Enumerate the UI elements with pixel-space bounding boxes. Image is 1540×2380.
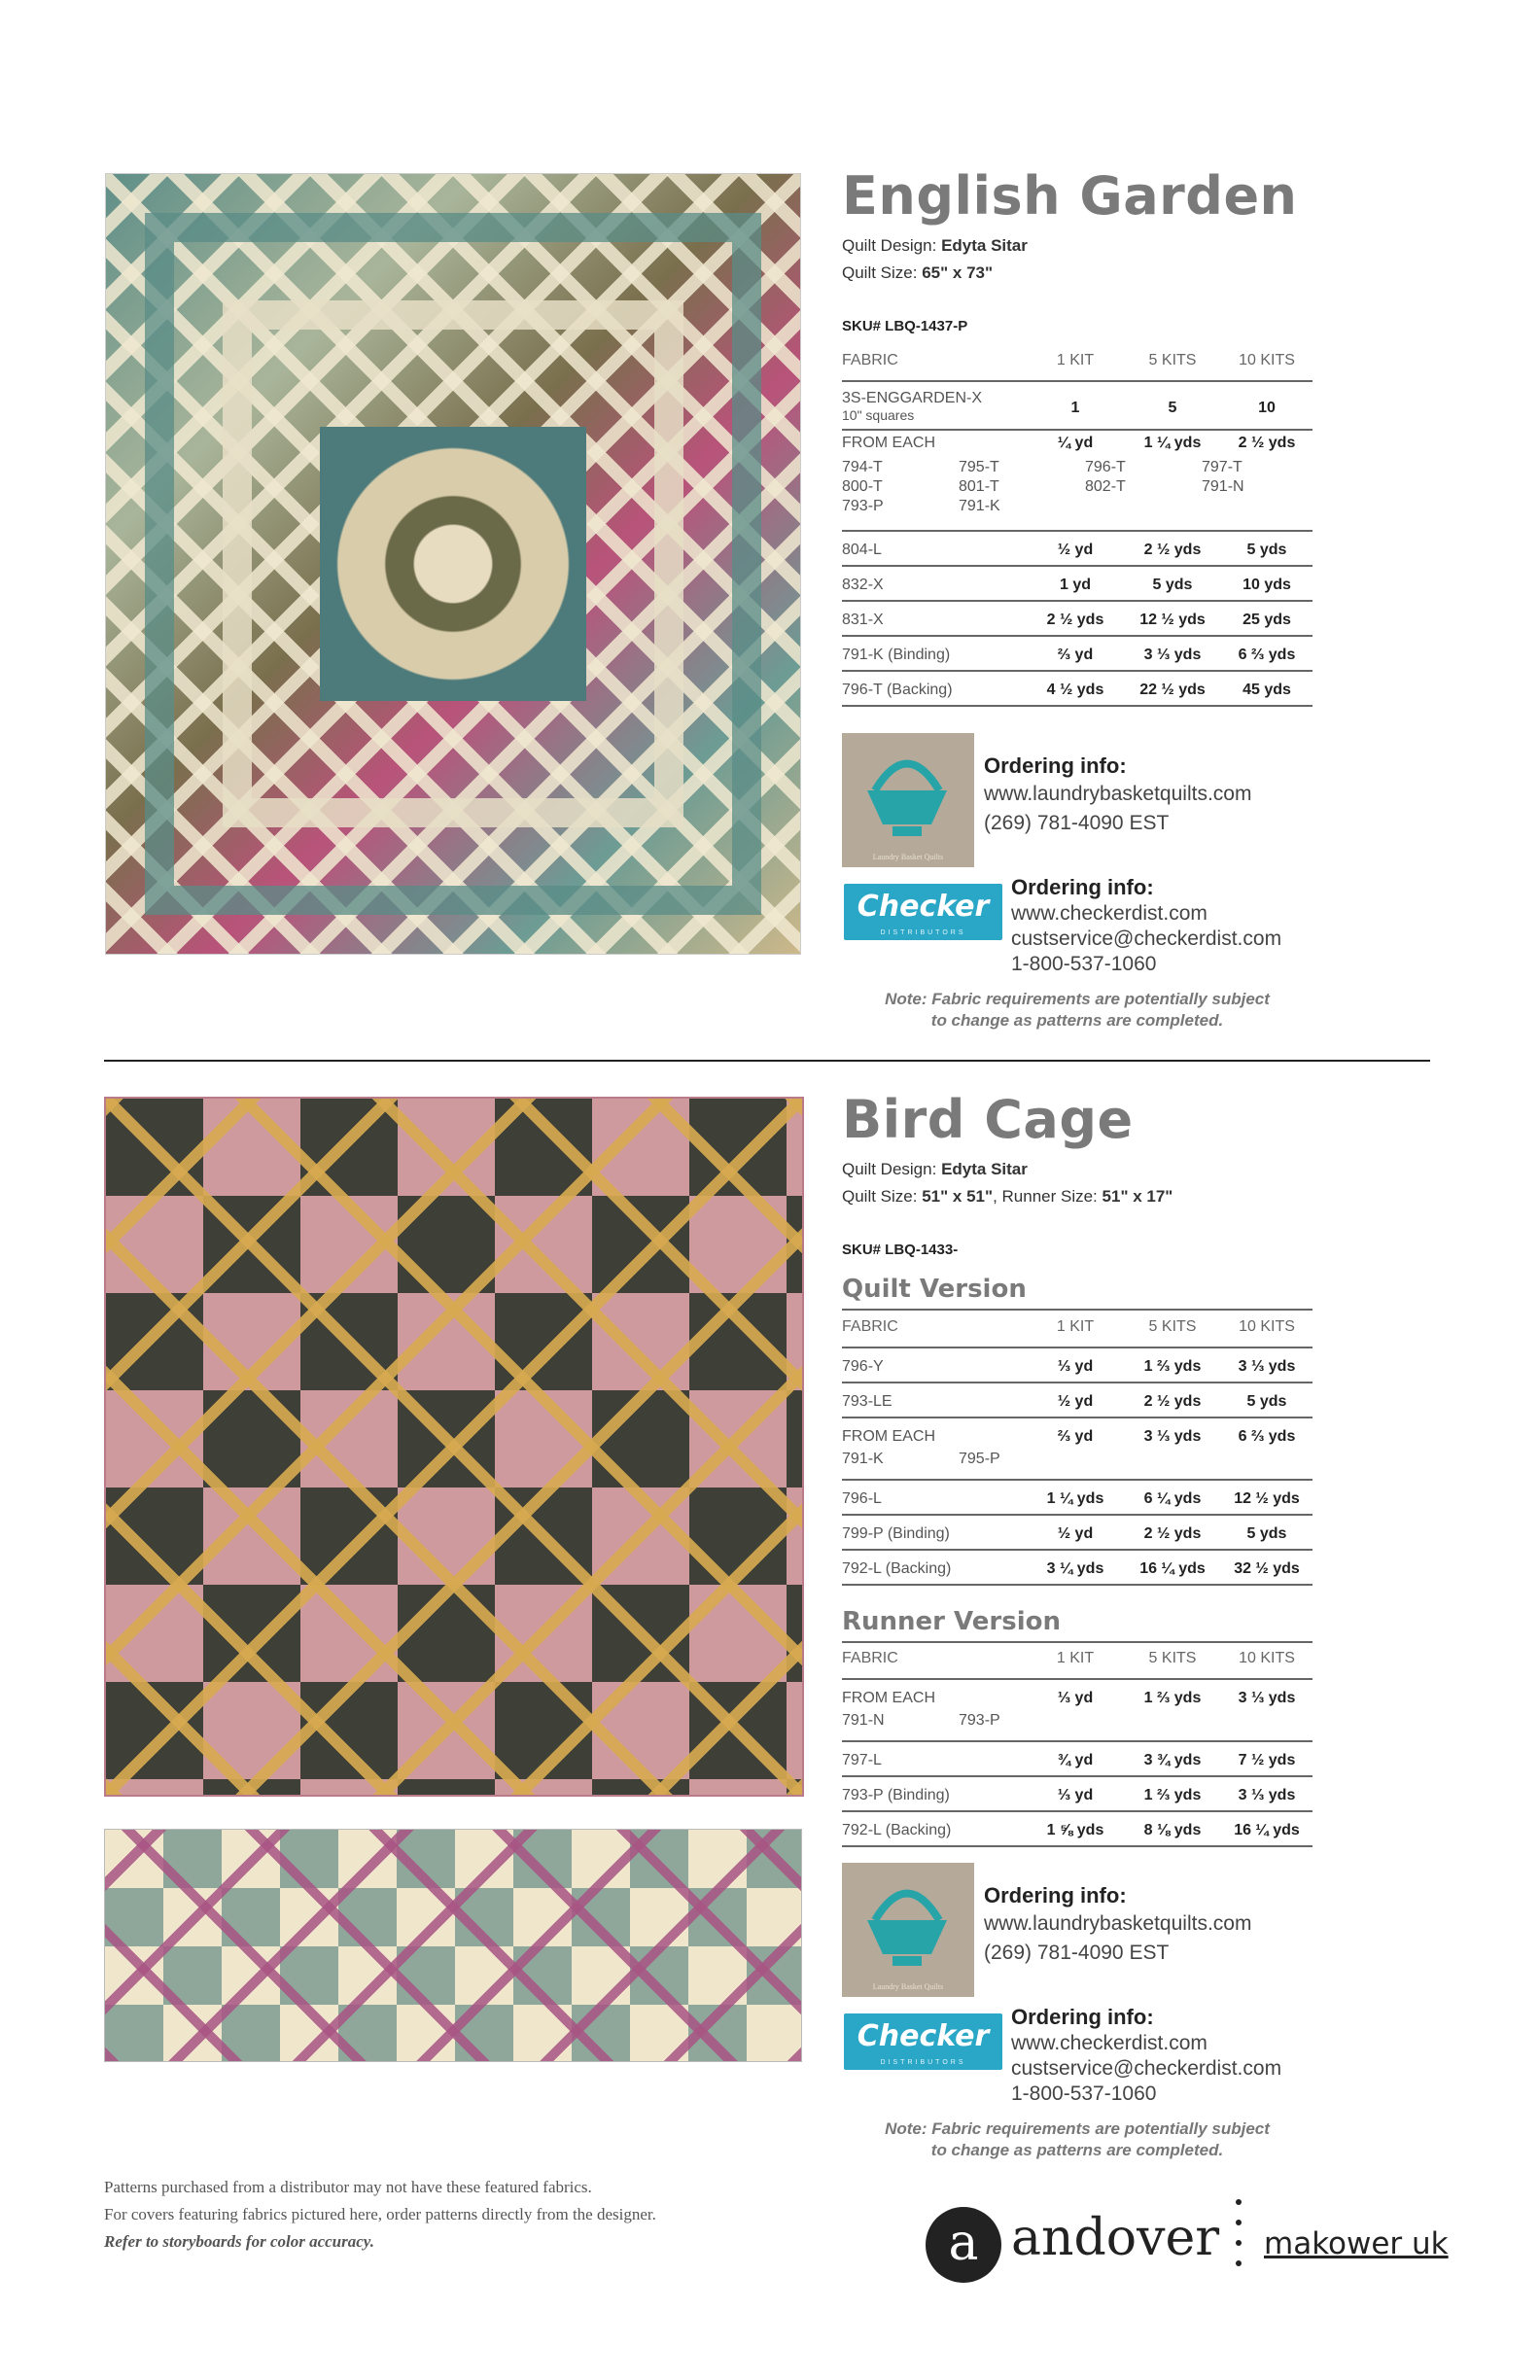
table-row: 797-L ¾ yd 3 ¾ yds 7 ½ yds xyxy=(842,1741,1312,1776)
checker-email-link[interactable]: custservice@checkerdist.com xyxy=(1011,928,1282,950)
separator-dots xyxy=(1235,2199,1242,2287)
ordering-info-label: Ordering info: xyxy=(1011,2005,1154,2029)
lbq-phone: (269) 781-4090 EST xyxy=(984,812,1170,834)
lbq-phone: (269) 781-4090 EST xyxy=(984,1942,1170,1964)
table-row: 831-X 2 ½ yds 12 ½ yds 25 yds xyxy=(842,601,1312,636)
from-each-codes: 791-K 795-P xyxy=(842,1451,1000,1467)
checker-email-link[interactable]: custservice@checkerdist.com xyxy=(1011,2057,1282,2080)
basket-icon xyxy=(863,747,951,844)
from-each-codes-row xyxy=(842,459,1312,531)
runner-version-table xyxy=(842,1650,1312,1847)
andover-logo-mark: a xyxy=(926,2207,1001,2283)
from-each-codes-row xyxy=(842,1447,1312,1480)
fabric-note: Note: Fabric requirements are potentially subject to change as patterns are completed. xyxy=(885,990,1270,1030)
table-row: 3S-ENGGARDEN-X 10" squares 1 5 10 xyxy=(842,381,1312,430)
english-garden-title: English Garden xyxy=(842,165,1298,227)
quilt-design-line: Quilt Design: Edyta Sitar xyxy=(842,1160,1028,1178)
table-row: 796-L 1 ¼ yds 6 ¼ yds 12 ½ yds xyxy=(842,1480,1312,1515)
english-garden-quilt-image xyxy=(105,173,801,955)
table-row: 832-X 1 yd 5 yds 10 yds xyxy=(842,566,1312,601)
fabric-note: Note: Fabric requirements are potentially subject to change as patterns are completed. xyxy=(885,2119,1270,2159)
table-row-from-each: FROM EACH ⅔ yd 3 ⅓ yds 6 ⅔ yds xyxy=(842,1428,1296,1445)
designer-name: Edyta Sitar xyxy=(941,1160,1028,1178)
runner-version-heading: Runner Version xyxy=(842,1607,1061,1636)
from-each-codes: 794-T 795-T 796-T 797-T 800-T 801-T 802-T 791-N 793-P 791-K xyxy=(842,459,1244,514)
footer-disclaimer: Patterns purchased from a distributor may not have these featured fabrics. For covers featuring fabrics pictured here, order patterns directly from the designer. Refer to storyboards for color accuracy. xyxy=(104,2178,656,2251)
sku: SKU# LBQ-1437-P xyxy=(842,318,968,334)
table-header-row: FABRIC 1 KIT 5 KITS 10 KITS xyxy=(842,352,1312,381)
rule xyxy=(842,1641,1312,1643)
quilt-size-line: Quilt Size: 65" x 73" xyxy=(842,263,994,282)
table-row: 791-K (Binding) ⅔ yd 3 ⅓ yds 6 ⅔ yds xyxy=(842,636,1312,671)
table-row: 793-P (Binding) ⅓ yd 1 ⅔ yds 3 ⅓ yds xyxy=(842,1776,1312,1811)
ordering-info-label: Ordering info: xyxy=(984,1883,1127,1908)
ordering-info-label: Ordering info: xyxy=(1011,875,1154,899)
section-divider xyxy=(104,1060,1430,1062)
table-row: 792-L (Backing) 3 ¼ yds 16 ¼ yds 32 ½ yds xyxy=(842,1550,1312,1585)
table-header-row: FABRIC 1 KIT 5 KITS 10 KITS xyxy=(842,1318,1312,1348)
from-each-codes: 791-N 793-P xyxy=(842,1712,1000,1729)
quilt-version-heading: Quilt Version xyxy=(842,1275,1027,1304)
table-row-from-each: FROM EACH ¼ yd 1 ¼ yds 2 ½ yds xyxy=(842,435,1296,451)
table-header-row: FABRIC 1 KIT 5 KITS 10 KITS xyxy=(842,1650,1312,1679)
quilt-size-line: Quilt Size: 51" x 51", Runner Size: 51" x 17" xyxy=(842,1187,1173,1206)
table-row: 804-L ½ yd 2 ½ yds 5 yds xyxy=(842,531,1312,566)
bird-cage-title: Bird Cage xyxy=(842,1089,1134,1150)
makower-uk-logo: makower uk xyxy=(1264,2226,1449,2261)
rule xyxy=(842,1309,1312,1311)
table-row-from-each: FROM EACH ⅓ yd 1 ⅔ yds 3 ⅓ yds xyxy=(842,1690,1296,1706)
table-row: 793-LE ½ yd 2 ½ yds 5 yds xyxy=(842,1382,1312,1418)
quilt-version-table xyxy=(842,1318,1312,1586)
from-each-codes-row xyxy=(842,1708,1312,1741)
basket-icon xyxy=(863,1876,951,1974)
ordering-info-label: Ordering info: xyxy=(984,753,1127,778)
checker-phone: 1-800-537-1060 xyxy=(1011,2082,1157,2105)
quilt-size: 65" x 73" xyxy=(922,263,994,282)
checker-phone: 1-800-537-1060 xyxy=(1011,953,1157,975)
checker-website-link[interactable]: www.checkerdist.com xyxy=(1011,2032,1208,2054)
quilt-design-line: Quilt Design: Edyta Sitar xyxy=(842,236,1028,255)
bird-cage-runner-image xyxy=(104,1829,802,2062)
checker-logo: Checker DISTRIBUTORS xyxy=(844,2013,1002,2070)
checker-website-link[interactable]: www.checkerdist.com xyxy=(1011,902,1208,925)
andover-logo: andover xyxy=(1011,2209,1220,2267)
table-row: 796-T (Backing) 4 ½ yds 22 ½ yds 45 yds xyxy=(842,671,1312,706)
quilt-center-medallion xyxy=(320,427,586,701)
english-garden-fabric-table xyxy=(842,352,1312,707)
laundry-basket-quilts-logo: Laundry Basket Quilts xyxy=(842,1863,974,1997)
table-row: 792-L (Backing) 1 ⅝ yds 8 ⅛ yds 16 ¼ yds xyxy=(842,1811,1312,1846)
lbq-website-link[interactable]: www.laundrybasketquilts.com xyxy=(984,1912,1252,1935)
sku: SKU# LBQ-1433- xyxy=(842,1242,959,1258)
lbq-website-link[interactable]: www.laundrybasketquilts.com xyxy=(984,783,1252,805)
bird-cage-quilt-image xyxy=(104,1097,804,1797)
laundry-basket-quilts-logo: Laundry Basket Quilts xyxy=(842,733,974,867)
table-row: 796-Y ⅓ yd 1 ⅔ yds 3 ⅓ yds xyxy=(842,1348,1312,1382)
table-row: 799-P (Binding) ½ yd 2 ½ yds 5 yds xyxy=(842,1515,1312,1550)
designer-name: Edyta Sitar xyxy=(941,236,1028,255)
checker-logo: Checker DISTRIBUTORS xyxy=(844,884,1002,940)
